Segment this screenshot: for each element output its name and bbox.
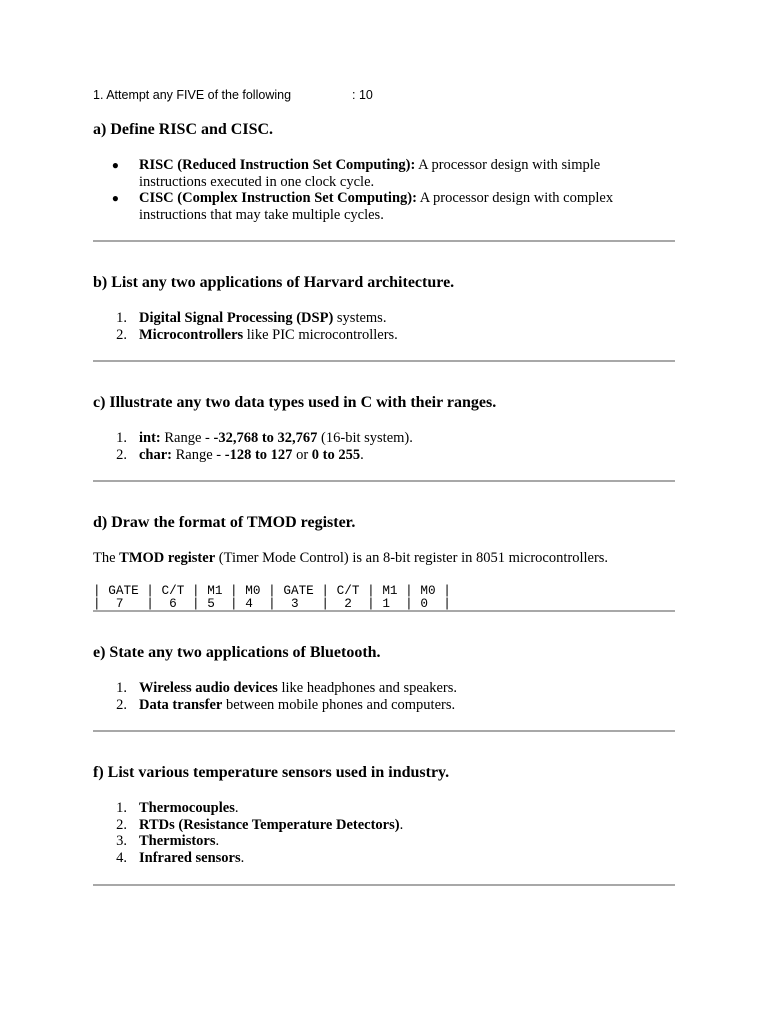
list-item [93, 310, 398, 327]
question-d-heading: d) Draw the format of TMOD register. [93, 514, 356, 531]
list-number: 2. [116, 696, 127, 713]
list-item-term: char: [139, 446, 173, 463]
list-item-text: between mobile phones and computers. [222, 696, 456, 713]
list-item-term: RTDs (Resistance Temperature Detectors) [139, 816, 400, 833]
intro-term: TMOD register [119, 550, 216, 566]
question-f-heading: f) List various temperature sensors used in industry. [93, 764, 450, 781]
list-item-text: A processor design with complex [416, 190, 614, 206]
list-item-text-continued: instructions that may take multiple cycles. [139, 206, 384, 223]
list-item [93, 680, 457, 697]
list-item-text: . [360, 446, 364, 463]
list-item-text: systems. [333, 310, 387, 326]
list-item [93, 800, 403, 817]
bullet-icon: ● [111, 191, 119, 205]
section-divider [93, 730, 675, 732]
question-c-heading: c) Illustrate any two data types used in C with their ranges. [93, 394, 497, 411]
question-a-list [93, 157, 675, 223]
list-item-text: Range - [172, 446, 225, 463]
list-item [93, 850, 403, 867]
list-item-text: like headphones and speakers. [277, 680, 458, 696]
list-item-text: Range - [160, 430, 214, 446]
section-divider [93, 360, 675, 362]
list-item [93, 817, 403, 834]
list-item [93, 833, 403, 850]
list-item-text: like PIC microcontrollers. [243, 326, 398, 343]
section-divider [93, 240, 675, 242]
list-number: 1. [116, 430, 127, 446]
list-number: 3. [116, 833, 127, 849]
list-item-term: Thermistors [139, 833, 216, 849]
list-number: 4. [116, 849, 127, 866]
question-b-heading: b) List any two applications of Harvard architecture. [93, 274, 455, 291]
list-item-term: CISC (Complex Instruction Set Computing): [139, 190, 417, 206]
question-c-list [93, 430, 413, 463]
list-item-text: . [215, 833, 220, 849]
list-number: 1. [116, 680, 127, 696]
list-item-text: A processor design with simple [415, 157, 601, 173]
list-item-term: RISC (Reduced Instruction Set Computing): [139, 157, 416, 173]
bullet-icon: ● [111, 158, 119, 172]
range-value: -128 to 127 [224, 446, 293, 463]
list-item-term: Data transfer [139, 696, 223, 713]
list-item [93, 190, 675, 223]
list-number: 2. [116, 446, 127, 463]
list-item-term: int: [139, 430, 161, 446]
list-item-text: . [234, 800, 239, 816]
list-number: 1. [116, 310, 127, 326]
list-item [93, 697, 457, 714]
list-number: 1. [116, 800, 127, 816]
instruction-text: 1. Attempt any FIVE of the following [93, 88, 292, 102]
question-e-heading: e) State any two applications of Bluetooth. [93, 644, 381, 661]
intro-text: The [93, 550, 120, 566]
list-item [93, 327, 398, 344]
range-value: -32,768 to 32,767 [213, 430, 318, 446]
marks-text: : 10 [352, 88, 373, 102]
question-e-list [93, 680, 457, 713]
list-number: 2. [116, 816, 127, 833]
tmod-format-names: | GATE | C/T | M1 | M0 | GATE | C/T | M1 | M0 | [93, 583, 451, 598]
list-item-text: (16-bit system). [317, 430, 413, 446]
list-item [93, 447, 413, 464]
tmod-format-bits: | 7 | 6 | 5 | 4 | 3 | 2 | 1 | 0 | [93, 596, 451, 611]
list-item-term: Wireless audio devices [139, 680, 278, 696]
range-value-alt: 0 to 255 [311, 446, 361, 463]
exam-instruction [93, 88, 373, 102]
section-divider [93, 480, 675, 482]
question-f-list [93, 800, 403, 866]
intro-text: (Timer Mode Control) is an 8-bit register in 8051 microcontrollers. [215, 550, 609, 566]
list-item-term: Thermocouples [139, 800, 235, 816]
list-item-text: . [240, 849, 245, 866]
list-item [93, 430, 413, 447]
list-item-term: Infrared sensors [139, 849, 241, 866]
list-item [93, 157, 675, 190]
list-item-text-continued: instructions executed in one clock cycle. [139, 173, 375, 190]
list-item-text: or [292, 446, 312, 463]
question-a-heading: a) Define RISC and CISC. [93, 121, 274, 138]
list-number: 2. [116, 326, 127, 343]
list-item-term: Microcontrollers [139, 326, 244, 343]
list-item-text: . [399, 816, 404, 833]
section-divider [93, 884, 675, 886]
tmod-intro [93, 550, 608, 567]
section-divider [93, 610, 675, 612]
question-b-list [93, 310, 398, 343]
list-item-term: Digital Signal Processing (DSP) [139, 310, 334, 326]
